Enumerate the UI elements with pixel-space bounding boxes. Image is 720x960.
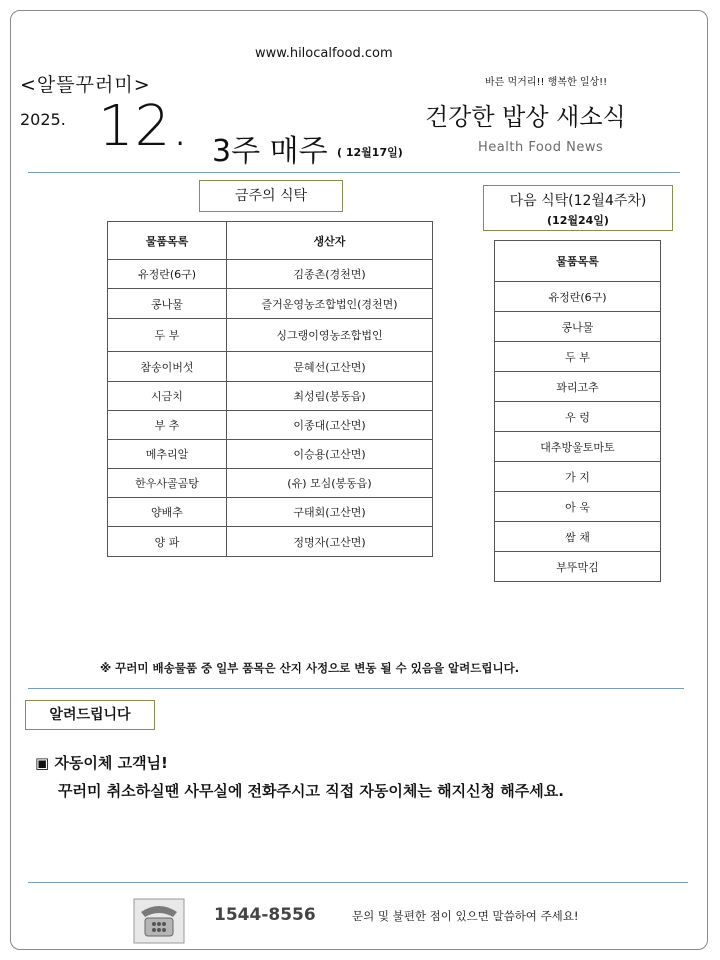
producer-cell: 즐거운영농조합법인(경천면) (227, 289, 433, 319)
list-item (495, 372, 661, 402)
brand-name: <알뜰꾸러미> (20, 74, 151, 96)
next-item-cell: 콩나물 (495, 312, 661, 342)
table-row (108, 527, 433, 557)
producer-cell: 문혜선(고산면) (227, 352, 433, 382)
column-header-items: 물품목록 (108, 222, 227, 260)
next-week-date: (12월24일) (547, 214, 609, 227)
column-header-next-items: 물품목록 (495, 241, 661, 282)
list-item (495, 522, 661, 552)
producer-cell: 이승용(고산면) (227, 440, 433, 469)
table-row (108, 352, 433, 382)
table-row (108, 382, 433, 411)
issue-month: 12. (98, 94, 191, 159)
next-item-cell: 아 욱 (495, 492, 661, 522)
item-cell: 콩나물 (108, 289, 227, 319)
table-row (108, 289, 433, 319)
table-row (108, 469, 433, 498)
next-item-cell: 꽈리고추 (495, 372, 661, 402)
announcement-title: 알려드립니다 (25, 700, 155, 730)
this-week-title: 금주의 식탁 (199, 180, 343, 212)
item-cell: 한우사골곰탕 (108, 469, 227, 498)
issue-date: ( 12월17일) (337, 146, 403, 159)
next-item-cell: 두 부 (495, 342, 661, 372)
producer-cell: 이종대(고산면) (227, 411, 433, 440)
next-item-cell: 우 렁 (495, 402, 661, 432)
website-url[interactable]: www.hilocalfood.com (255, 46, 393, 61)
announcement-bullet: ▣ 자동이체 고객님! (35, 754, 168, 772)
slogan: 바른 먹거리!! 행복한 일상!! (485, 77, 608, 88)
newsletter-subtitle: Health Food News (478, 140, 604, 155)
next-item-cell: 가 지 (495, 462, 661, 492)
producer-cell: 싱그랭이영농조합법인 (227, 319, 433, 352)
issue-week: 3주 매주 (212, 134, 328, 169)
producer-cell: 김종촌(경천면) (227, 260, 433, 289)
item-cell: 부 추 (108, 411, 227, 440)
item-cell: 메추리알 (108, 440, 227, 469)
next-item-cell: 부뚜막김 (495, 552, 661, 582)
next-week-title-box (483, 185, 673, 231)
phone-number[interactable]: 1544-8556 (214, 905, 316, 925)
next-item-cell: 유정란(6구) (495, 282, 661, 312)
list-item (495, 432, 661, 462)
producer-cell: 최성림(봉동읍) (227, 382, 433, 411)
list-item (495, 282, 661, 312)
list-item (495, 342, 661, 372)
list-item (495, 462, 661, 492)
list-item (495, 492, 661, 522)
next-week-table (494, 240, 661, 582)
table-row (108, 498, 433, 527)
item-cell: 유정란(6구) (108, 260, 227, 289)
substitution-notice: ※ 꾸러미 배송물품 중 일부 품목은 산지 사정으로 변동 될 수 있음을 알려드립니다. (100, 661, 520, 675)
newsletter-title: 건강한 밥상 새소식 (425, 103, 626, 131)
table-row (108, 440, 433, 469)
list-item (495, 552, 661, 582)
issue-year: 2025. (20, 110, 66, 129)
table-row (108, 411, 433, 440)
telephone-icon (133, 898, 185, 944)
header-divider (28, 172, 680, 173)
list-item (495, 402, 661, 432)
list-item (495, 312, 661, 342)
contact-text: 문의 및 불편한 점이 있으면 말씀하여 주세요! (352, 909, 579, 923)
table-row (108, 319, 433, 352)
next-item-cell: 대추방울토마토 (495, 432, 661, 462)
producer-cell: (유) 모심(봉동읍) (227, 469, 433, 498)
item-cell: 참송이버섯 (108, 352, 227, 382)
item-cell: 시금치 (108, 382, 227, 411)
item-cell: 양 파 (108, 527, 227, 557)
next-week-title: 다음 식탁(12월4주차) (509, 193, 647, 209)
column-header-producer: 생산자 (227, 222, 433, 260)
footer-divider (28, 882, 688, 883)
table-row (108, 260, 433, 289)
announcement-message: 꾸러미 취소하실땐 사무실에 전화주시고 직접 자동이체는 해지신청 해주세요. (58, 782, 564, 800)
item-cell: 두 부 (108, 319, 227, 352)
item-cell: 양배추 (108, 498, 227, 527)
next-item-cell: 쌈 채 (495, 522, 661, 552)
producer-cell: 정명자(고산면) (227, 527, 433, 557)
notice-divider (28, 688, 684, 689)
producer-cell: 구태회(고산면) (227, 498, 433, 527)
this-week-table (107, 221, 433, 557)
